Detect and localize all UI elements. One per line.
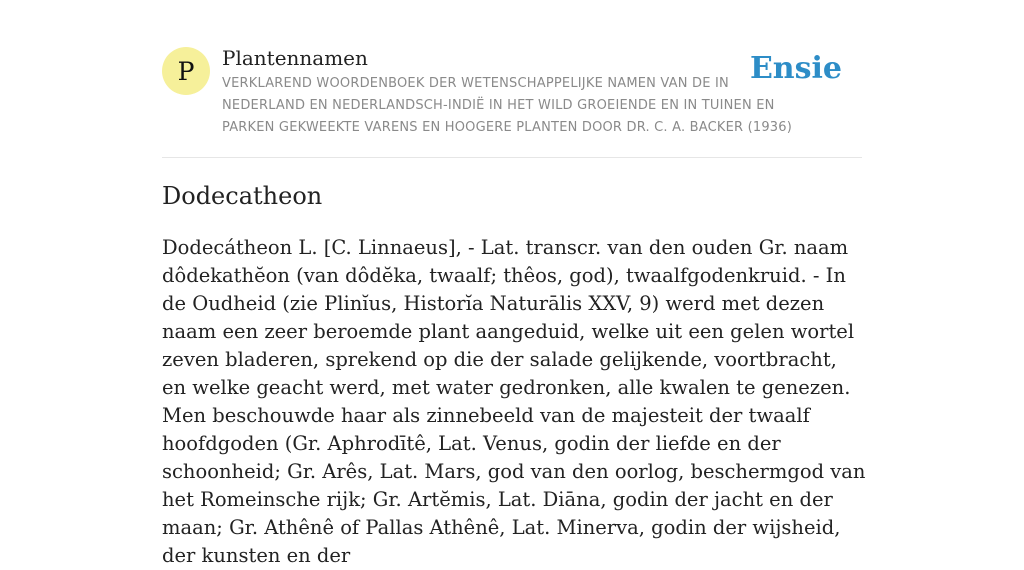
- dictionary-title-link[interactable]: Plantennamen: [222, 46, 368, 70]
- entry-body: Dodecátheon L. [C. Linnaeus], - Lat. transcr. van den ouden Gr. naam dôdekathĕon (van dôdĕka, twaalf; thêos, god), twaalfgodenkruid. - In de Oudheid (zie Plinĭus, Historĭa Naturālis XXV, 9) werd met dezen naam een zeer beroemde plant aangeduid, welke uit een gelen wortel zeven bladeren, sprekend op die der salade gelijkende, voortbracht, en welke geacht werd, met water gedronken, alle kwalen te genezen. Men beschouwde haar als zinnebeeld van de majesteit der twaalf hoofdgoden (Gr. Aphrodītê, Lat. Venus, godin der liefde en der schoonheid; Gr. Arês, Lat. Mars, god van den oorlog, beschermgod van het Romeinsche rijk; Gr. Artĕmis, Lat. Diāna, godin der jacht en der maan; Gr. Athênê of Pallas Athênê, Lat. Minerva, godin der wijsheid, der kunsten en der: [162, 236, 866, 567]
- ensie-logo-link[interactable]: Ensie: [749, 51, 842, 86]
- dictionary-subtitle: VERKLAREND WOORDENBOEK DER WETENSCHAPPELIJKE NAMEN VAN DE IN NEDERLAND EN NEDERLANDSCH-INDIË IN HET WILD GROEIENDE EN IN TUINEN EN PARKEN GEKWEEKTE VARENS EN HOOGERE PLANTEN DOOR DR. C. A. BACKER (1936): [222, 76, 793, 135]
- dictionary-header: [162, 46, 862, 158]
- dictionary-avatar[interactable]: P: [162, 47, 210, 95]
- entry-title: Dodecatheon: [162, 182, 323, 210]
- dictionary-info: [222, 46, 797, 139]
